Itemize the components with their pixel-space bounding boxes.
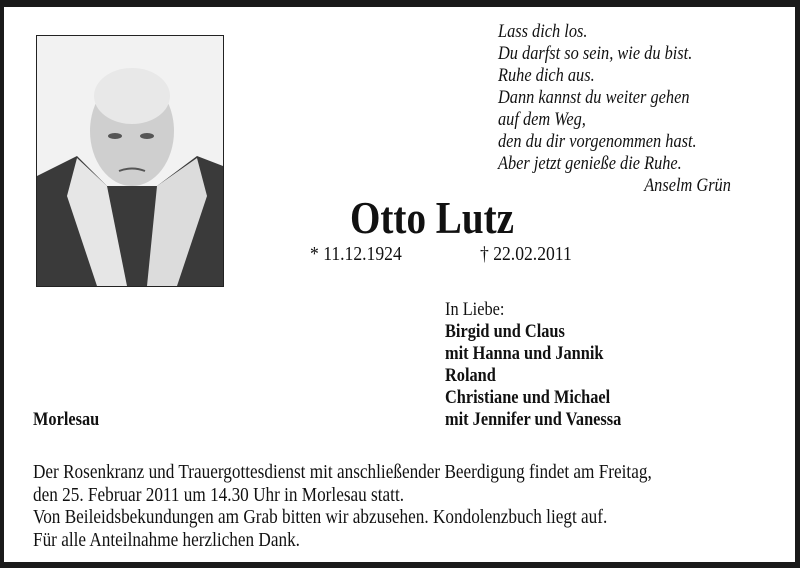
place: Morlesau: [33, 409, 100, 430]
poem-line: auf dem Weg,: [498, 109, 586, 130]
deceased-name: Otto Lutz: [350, 192, 514, 243]
portrait-image: [37, 36, 223, 286]
death-date: † 22.02.2011: [480, 243, 572, 265]
family-member: Roland: [445, 365, 496, 386]
poem-line: Du darfst so sein, wie du bist.: [498, 43, 693, 64]
notice-line: Der Rosenkranz und Trauergottesdienst mit anschließender Beerdigung findet am Freitag,: [33, 461, 652, 483]
notice-line: Von Beileidsbekundungen am Grab bitten wir abzusehen. Kondolenzbuch liegt auf.: [33, 506, 608, 528]
poem-line: Ruhe dich aus.: [498, 65, 595, 86]
poem-line: Dann kannst du weiter gehen: [498, 87, 690, 108]
family-member: Birgid und Claus: [445, 321, 565, 342]
portrait-photo: [36, 35, 224, 287]
family-member: mit Hanna und Jannik: [445, 343, 604, 364]
poem-line: den du dir vorgenommen hast.: [498, 131, 697, 152]
funeral-notice: [33, 461, 652, 551]
poem-line: Lass dich los.: [498, 21, 588, 42]
notice-line: den 25. Februar 2011 um 14.30 Uhr in Morlesau statt.: [33, 483, 405, 506]
birth-date: * 11.12.1924: [310, 243, 402, 265]
poem: [498, 21, 731, 197]
family-member: Christiane und Michael: [445, 387, 611, 408]
family-list: [445, 299, 621, 431]
poem-line: Aber jetzt genieße die Ruhe.: [498, 153, 682, 174]
notice-line: Für alle Anteilnahme herzlichen Dank.: [33, 528, 300, 551]
family-member: mit Jennifer und Vanessa: [445, 409, 622, 430]
poem-author: Anselm Grün: [644, 175, 731, 196]
family-intro: In Liebe:: [445, 299, 505, 320]
obituary-card: [4, 7, 795, 562]
